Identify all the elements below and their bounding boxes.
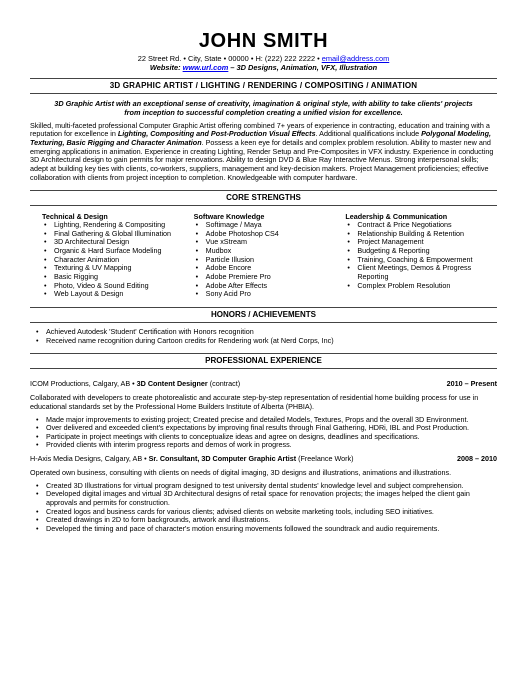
company: H-Axis Media Designs, Calgary, AB • — [30, 454, 149, 464]
strength-column-software — [194, 212, 346, 299]
summary-text-1: Skilled, multi-faceted professional Computer Graphic Artist offering combined 7+ years of experience in contracting, education and training with a reputation for excellence in — [30, 120, 490, 139]
list-item: • Particle Illusion — [194, 256, 346, 265]
job-dates: 2010 – Present — [446, 379, 497, 389]
list-item: • Created drawings in 2D to form backgrounds, artwork and illustrations. — [34, 516, 497, 525]
professional-title: 3D GRAPHIC ARTIST / LIGHTING / RENDERING / COMPOSITING / ANIMATION — [30, 78, 497, 94]
job-type: (contract) — [207, 379, 241, 389]
list-item: • Adobe Premiere Pro — [194, 273, 346, 282]
list-item: • Developed the timing and pace of character's motion ensuring movements followed the soundtrack and audio requirements. — [34, 525, 497, 534]
list-item: • Adobe Photoshop CS4 — [194, 230, 346, 239]
list-item: • Budgeting & Reporting — [345, 247, 497, 256]
list-item: • Contract & Price Negotiations — [345, 221, 497, 230]
list-item: • Character Animation — [42, 256, 194, 265]
website-line — [30, 63, 497, 72]
job-bullets — [30, 482, 497, 534]
job-type: (Freelance Work) — [296, 454, 354, 464]
list-item: • Participate in project meetings with clients to conceptualize ideas and agree on designs, deadlines and specifications. — [34, 433, 497, 442]
company: ICOM Productions, Calgary, AB • — [30, 379, 137, 389]
experience-heading: PROFESSIONAL EXPERIENCE — [30, 353, 497, 369]
list-item: • Adobe After Effects — [194, 282, 346, 291]
list-item: • Made major improvements to existing project; Created precise and detailed Models, Textures, Props and the overall 3D Environment. — [34, 416, 497, 425]
tagline: 3D Graphic Artist with an exceptional sense of creativity, imagination & original style, with ability to take clients' projects from inception to successful completion creating a unified vision for excellence. — [54, 98, 473, 117]
list-item: • Training, Coaching & Empowerment — [345, 256, 497, 265]
summary-text-3: . Possess a keen eye for details and complex problem resolution. Ability to master new and emerging applications in animation. Experience in creating Lighting, Render Setup and Pre-Composites in VFX industry. Experience in conducting 3D Architectural design to gain permits for major renovations. Ability to design DVD & Blue Ray Interactive Menus. Strong interpersonal skills; adept at building key ties with clients, co-workers, suppliers, management and key-decision makers. Project Management proficiencies; effective collaboration with clients from project inception to completion. Knowledgeable with computer hardware. — [30, 138, 494, 182]
job-header — [30, 454, 497, 463]
strength-list — [194, 221, 346, 299]
list-item: • Photo, Video & Sound Editing — [42, 282, 194, 291]
list-item: • Over delivered and exceeded client's expectations by improving final results through Final Gathering, HDRi, IBL and Post Production. — [34, 424, 497, 433]
list-item: • Provided clients with interim progress reports and demos of work in progress. — [34, 441, 497, 450]
strength-list — [42, 221, 194, 299]
job-title-line — [30, 379, 240, 388]
list-item: • Project Management — [345, 238, 497, 247]
contact-address: 22 Street Rd. • City, State • 00000 • H: (222) 222 2222 • — [137, 54, 322, 63]
column-title: Technical & Design — [42, 212, 108, 222]
strength-column-leadership — [345, 212, 497, 299]
contact-line — [30, 54, 497, 63]
job-header — [30, 379, 497, 388]
list-item: • Created logos and business cards for various clients; advised clients on website marketing tools, including SEO initiatives. — [34, 508, 497, 517]
job-bullets — [30, 416, 497, 451]
job-dates: 2008 – 2010 — [457, 454, 497, 464]
list-item: • Client Meetings, Demos & Progress Reporting — [345, 264, 497, 281]
email-link[interactable]: email@address.com — [321, 54, 390, 63]
summary-paragraph — [30, 122, 497, 182]
core-strengths-columns — [30, 212, 497, 299]
website-label: Website: — [149, 63, 181, 73]
job-role: 3D Content Designer — [136, 379, 208, 389]
list-item: • Developed digital images and virtual 3D Architectural designs of retail space for renovation projects; the images helped the client gain approvals and permits for construction. — [34, 490, 497, 507]
list-item: • Complex Problem Resolution — [345, 282, 497, 291]
job-entry — [30, 379, 497, 450]
job-title-line — [30, 454, 354, 463]
list-item: • Lighting, Rendering & Compositing — [42, 221, 194, 230]
list-item: • Softimage / Maya — [194, 221, 346, 230]
list-item: • Texturing & UV Mapping — [42, 264, 194, 273]
summary-highlight-1: Lighting, Compositing and Post-Production Visual Effects — [117, 129, 316, 139]
strength-column-technical — [42, 212, 194, 299]
list-item: • Received name recognition during Cartoon credits for Rendering work (at Nerd Corps, Inc) — [34, 337, 497, 346]
job-description: Operated own business, consulting with clients on needs of digital imaging, 3D designs and illustrations, animations and illustrations. — [30, 468, 452, 478]
job-description: Collaborated with developers to create photorealistic and accurate step-by-step representation of residential home building process for use in educational standards set by the Professional Home Builders Institute of Alberta (PHBIA). — [30, 393, 479, 411]
list-item: • Created 3D Illustrations for virtual program designed to test university dental students' knowledge level and subject comprehension. — [34, 482, 497, 491]
website-description: – 3D Designs, Animation, VFX, Illustration — [228, 63, 378, 73]
list-item: • Organic & Hard Surface Modeling — [42, 247, 194, 256]
list-item: • Mudbox — [194, 247, 346, 256]
job-entry — [30, 454, 497, 533]
summary-highlight-2: Polygonal Modeling, Texturing, Basic Rigging and Character Animation — [30, 129, 491, 147]
list-item: • Final Gathering & Global Illumination — [42, 230, 194, 239]
website-link[interactable]: www.url.com — [182, 63, 229, 73]
honors-heading: HONORS / ACHIEVEMENTS — [30, 307, 497, 323]
list-item: • 3D Architectural Design — [42, 238, 194, 247]
list-item: • Sony Acid Pro — [194, 290, 346, 299]
column-title: Software Knowledge — [193, 212, 265, 222]
column-title: Leadership & Communication — [345, 212, 448, 222]
summary-text-2: . Additional qualifications include — [315, 129, 422, 139]
job-role: Sr. Consultant, 3D Computer Graphic Artist — [148, 454, 297, 464]
list-item: • Achieved Autodesk 'Student' Certification with Honors recognition — [34, 328, 497, 337]
candidate-name: JOHN SMITH — [198, 30, 329, 52]
list-item: • Web Layout & Design — [42, 290, 194, 299]
core-strengths-heading: CORE STRENGTHS — [30, 190, 497, 206]
list-item: • Basic Rigging — [42, 273, 194, 282]
list-item: • Vue xStream — [194, 238, 346, 247]
list-item: • Adobe Encore — [194, 264, 346, 273]
strength-list — [345, 221, 497, 290]
list-item: • Relationship Building & Retention — [345, 230, 497, 239]
honors-list — [30, 328, 497, 345]
